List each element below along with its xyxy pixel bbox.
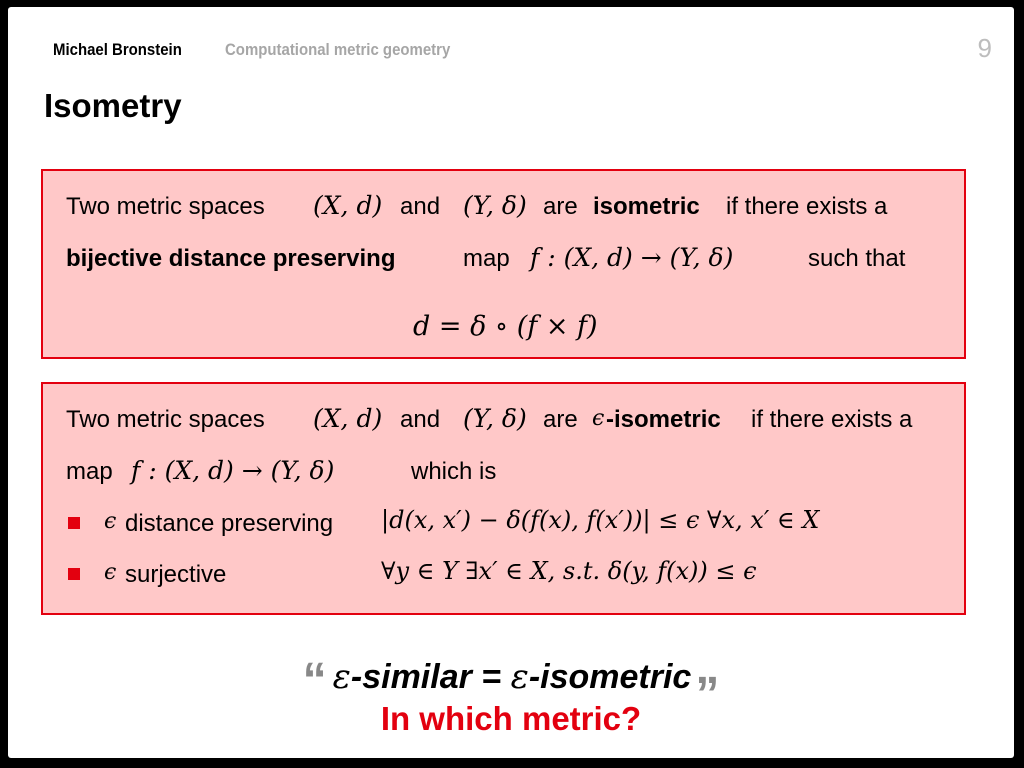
- box2-item1-formula: |d(x, x′) − δ(f(x), f(x′))| ≤ ϵ ∀x, x′ ∈ X: [381, 506, 820, 534]
- slogan-epsilon-2: ε: [510, 657, 529, 697]
- box1-text-bijective: bijective distance preserving: [66, 245, 396, 272]
- box2-text-and: and: [400, 406, 441, 433]
- box1-text-and: and: [400, 193, 441, 220]
- box2-text-are: are: [543, 406, 578, 433]
- bullet-square-1: [68, 517, 80, 529]
- box2-item2-formula: ∀y ∈ Y ∃x′ ∈ X, s.t. δ(y, f(x)) ≤ ϵ: [381, 557, 757, 585]
- box1-text-if-exists: if there exists a: [726, 193, 888, 220]
- close-quote: ”: [695, 668, 720, 721]
- box2-item1-epsilon: ϵ: [104, 509, 117, 534]
- box1-math-map: f : (X, d) → (Y, δ): [530, 243, 734, 272]
- box1-text-intro: Two metric spaces: [66, 193, 265, 220]
- open-quote: “: [302, 654, 327, 707]
- closing-question: In which metric?: [380, 700, 642, 737]
- box2-math-map: f : (X, d) → (Y, δ): [131, 456, 335, 485]
- slide: [8, 7, 1014, 758]
- box1-equation: d = δ ∘ (f × f): [413, 311, 598, 342]
- box2-item2-epsilon: ϵ: [104, 560, 117, 585]
- box2-text-intro: Two metric spaces: [66, 406, 265, 433]
- isometry-definition-box: [41, 169, 966, 359]
- slogan-epsilon-1: ε: [332, 657, 351, 697]
- slogan-part-1: -similar =: [350, 658, 511, 696]
- bullet-square-2: [68, 568, 80, 580]
- box2-text-if-exists: if there exists a: [751, 406, 913, 433]
- author-name: Michael Bronstein: [53, 40, 182, 59]
- box2-text-map: map: [66, 458, 113, 485]
- page-number: 9: [977, 33, 992, 63]
- box1-text-isometric: isometric: [593, 193, 700, 220]
- box2-text-which-is: which is: [411, 458, 497, 485]
- epsilon-isometry-definition-box: [41, 382, 966, 615]
- box1-text-map: map: [463, 245, 510, 272]
- box2-math-space-y: (Y, δ): [463, 404, 527, 433]
- presentation-subtitle: Computational metric geometry: [225, 40, 451, 59]
- box1-math-space-y: (Y, δ): [463, 191, 527, 220]
- box1-math-space-x: (X, d): [313, 191, 383, 220]
- box1-text-such-that: such that: [808, 245, 906, 272]
- box1-text-are: are: [543, 193, 578, 220]
- box2-text-epsilon-isometric: -isometric: [606, 406, 721, 433]
- box2-item2-label: surjective: [125, 561, 227, 588]
- slogan-part-2: -isometric: [528, 658, 692, 696]
- slide-title: Isometry: [44, 87, 182, 124]
- box2-math-space-x: (X, d): [313, 404, 383, 433]
- box2-math-epsilon: ϵ: [592, 406, 605, 431]
- box2-item1-label: distance preserving: [125, 510, 334, 537]
